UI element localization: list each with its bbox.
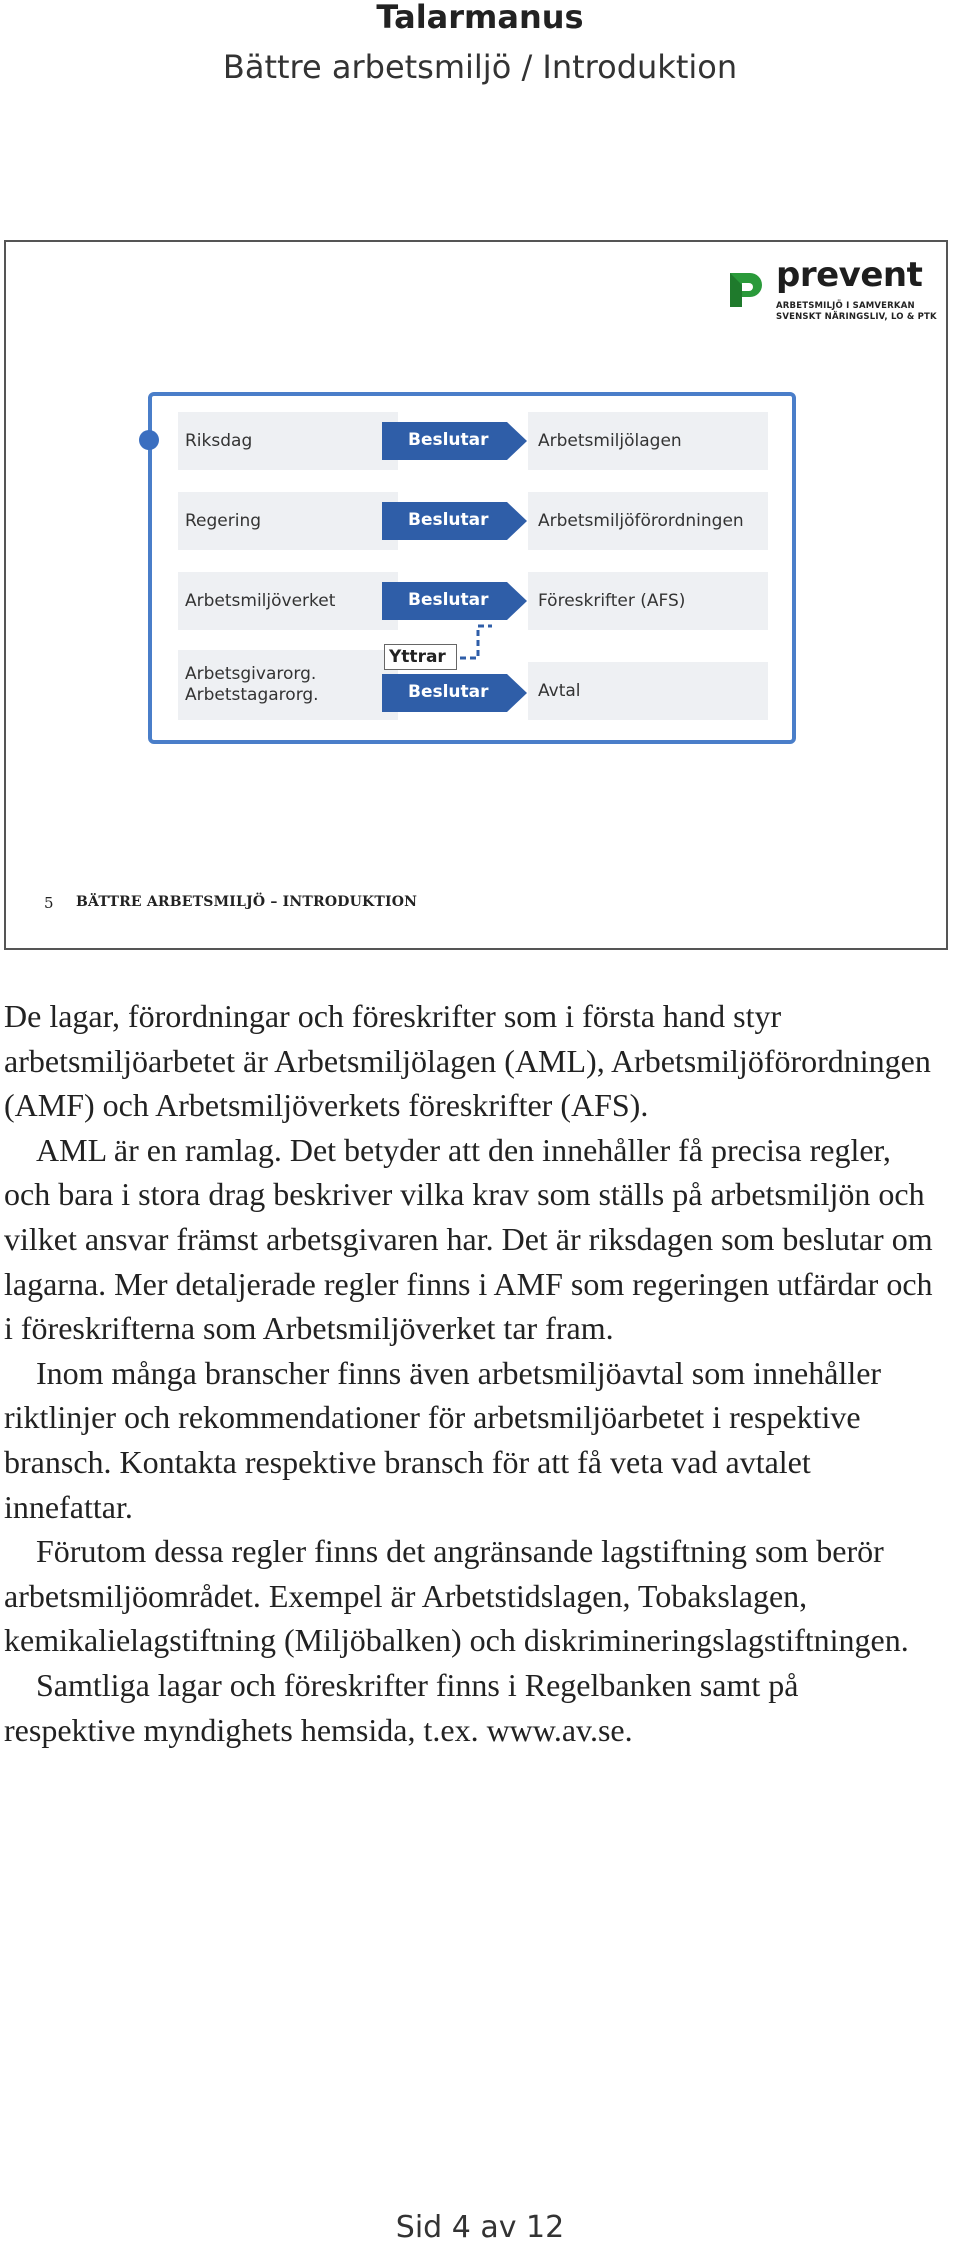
page-number: Sid 4 av 12 (395, 2210, 565, 2245)
decision-arrow (382, 582, 527, 620)
slide-number: 5 (44, 894, 54, 912)
decision-arrow (382, 422, 527, 460)
result-box (528, 492, 768, 550)
paragraph: Inom många branscher finns även arbetsmiljöavtal som innehåller riktlinjer och rekommendationer för arbetsmiljöarbetet i respektive bransch. Kontakta respektive bransch för att få veta vad avtalet innefattar. (4, 1354, 882, 1525)
result-box (528, 572, 768, 630)
actor-box (178, 572, 398, 630)
decision-arrow (382, 674, 527, 712)
slide-footer-label: BÄTTRE ARBETSMILJÖ – INTRODUKTION (76, 894, 418, 910)
actor-label: Riksdag (185, 431, 253, 451)
decision-label: Beslutar (408, 510, 489, 530)
result-label: Föreskrifter (AFS) (538, 591, 686, 611)
decision-arrow (382, 502, 527, 540)
result-box (528, 412, 768, 470)
speaker-notes (4, 994, 934, 1752)
logo-tagline-1: ARBETSMILJÖ I SAMVERKAN (776, 301, 915, 311)
result-label: Arbetsmiljölagen (538, 431, 682, 451)
paragraph: De lagar, förordningar och föreskrifter som i första hand styr arbetsmiljöarbetet är Arbetsmiljölagen (AML), Arbetsmiljöförordningen (AMF) och Arbetsmiljöverkets föreskrifter (AFS). (4, 998, 931, 1124)
document-title: Talarmanus (376, 0, 584, 36)
prevent-logo (726, 255, 937, 327)
result-label: Arbetsmiljöförordningen (538, 511, 744, 531)
paragraph: Förutom dessa regler finns det angränsande lagstiftning som berör arbetsmiljöområdet. Exempel är Arbetstidslagen, Tobakslagen, kemikalielagstiftning (Miljöbalken) och diskrimineringslagstiftningen. (4, 1533, 909, 1659)
actor-box (178, 492, 398, 550)
decision-label: Beslutar (408, 590, 489, 610)
decision-label: Beslutar (408, 430, 489, 450)
yttrar-label: Yttrar (384, 644, 457, 670)
slide-thumbnail (4, 240, 948, 950)
actor-box (178, 650, 398, 720)
actor-label-2: Arbetstagarorg. (185, 685, 319, 705)
regulation-hierarchy-diagram (148, 392, 796, 744)
result-box (528, 662, 768, 720)
actor-label: Regering (185, 511, 262, 531)
logo-wordmark: prevent (776, 255, 923, 295)
diagram-start-dot (139, 430, 159, 450)
decision-label: Beslutar (408, 682, 489, 702)
prevent-logo-icon (726, 269, 766, 311)
actor-label: Arbetsmiljöverket (185, 591, 336, 611)
document-subtitle: Bättre arbetsmiljö / Introduktion (222, 48, 738, 86)
logo-tagline-2: SVENSKT NÄRINGSLIV, LO & PTK (776, 312, 937, 322)
actor-box (178, 412, 398, 470)
result-label: Avtal (538, 681, 581, 701)
actor-label: Arbetsgivarorg. (185, 664, 317, 684)
paragraph: Samtliga lagar och föreskrifter finns i Regelbanken samt på respektive myndighets hemsida, t.ex. www.av.se. (4, 1666, 799, 1748)
paragraph: AML är en ramlag. Det betyder att den innehåller få precisa regler, och bara i stora drag beskriver vilka krav som ställs på arbetsmiljön och vilket ansvar främst arbetsgivaren har. Det är riksdagen som beslutar om lagarna. Mer detaljerade regler finns i AMF som regeringen utfärdar och i föreskrifterna som Arbetsmiljöverket tar fram. (4, 1131, 933, 1347)
